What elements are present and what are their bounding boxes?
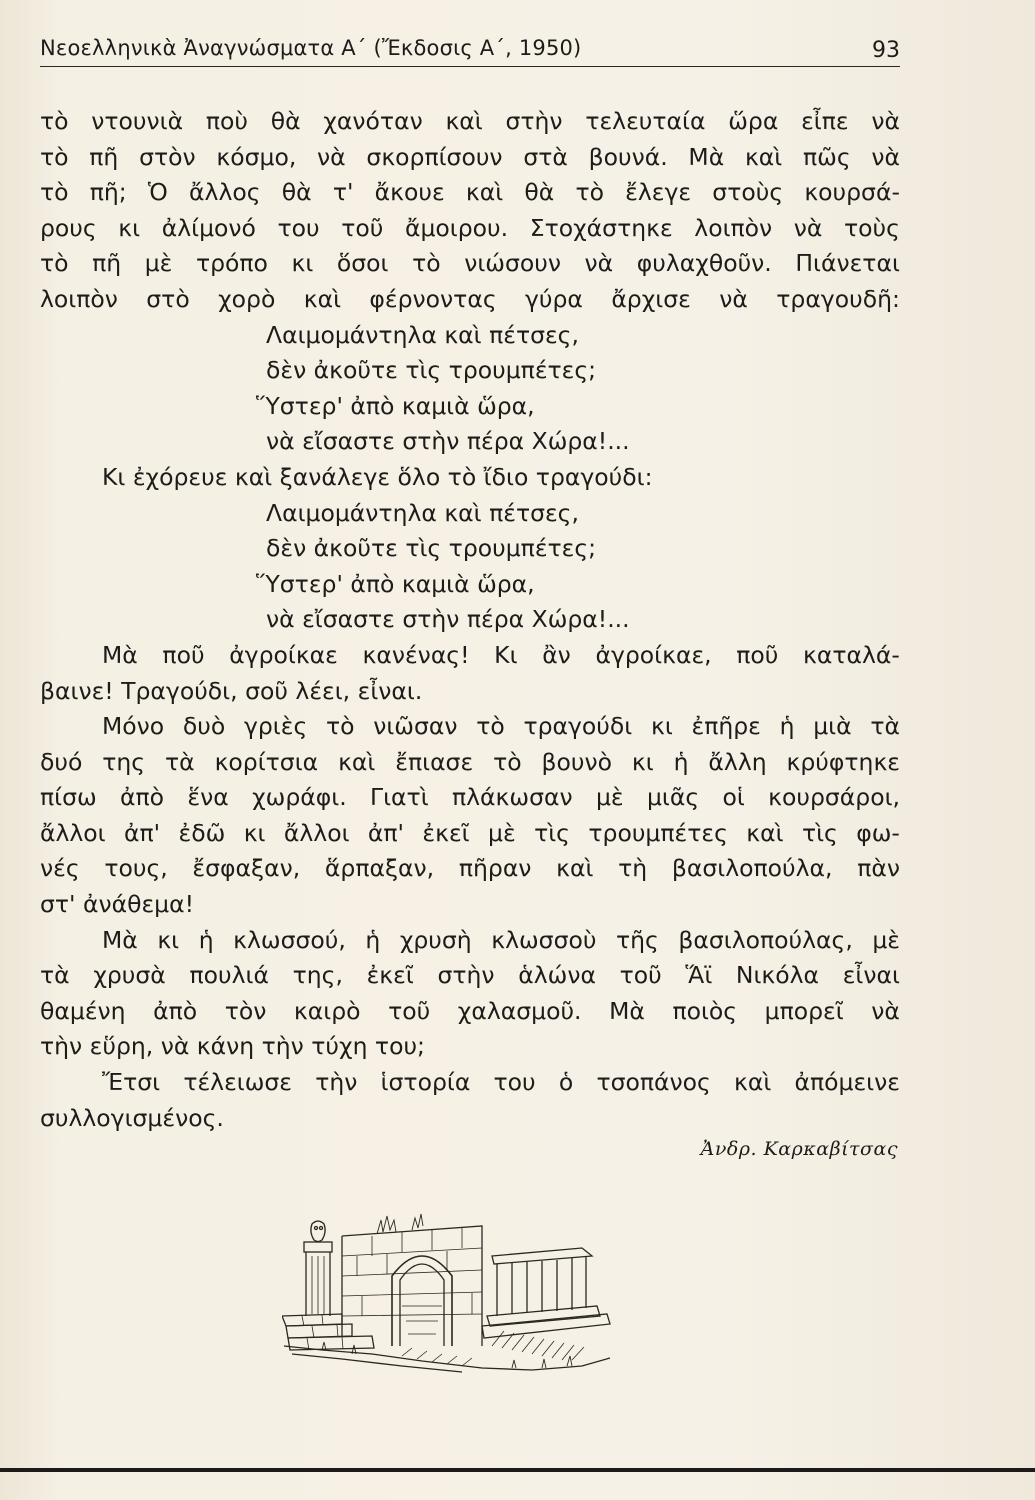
word: νές [40,854,80,883]
word: τὸ [40,107,69,135]
ruins-vignette-illustration [282,1196,612,1374]
word: ἔπιασε [395,747,474,776]
paragraph-line [40,709,900,745]
word: ἐδῶ [178,818,226,847]
word: δυὸ [182,712,226,741]
word: στὴν [505,107,563,135]
word: τῆς [616,925,659,954]
paragraph-line [40,851,900,887]
word: καὶ [744,142,783,171]
word: δυό [40,747,83,776]
word: πῆ [92,249,122,278]
paragraph-line: βαινε! Τραγούδι, σοῦ λέει, εἶναι. [40,676,423,705]
word: ἐπῆρε [691,712,761,741]
word: τὸ [40,178,69,207]
word: ἄλλος [189,178,261,207]
word: ἡ [673,747,689,776]
word: Μὰ [102,925,138,954]
word: κλωσσού, [233,925,346,954]
word: πὰν [857,854,900,883]
verse-line: νὰ εἴσαστε στὴν πέρα Χώρα!... [266,605,630,634]
word: μὲ [488,818,516,847]
word: τοῦ [341,213,384,242]
text-line [40,246,900,282]
word: ἀπὸ [153,996,198,1025]
paragraph-line: τὴν εὕρη, νὰ κάνη τὴν τύχη του; [40,1032,425,1061]
word: τὸ [476,712,505,741]
word: Κι [494,640,518,669]
word: τ' [332,178,354,207]
word: ἡ [198,925,214,954]
word: θαμένη [40,996,126,1025]
word: Ἅϊ [685,961,713,990]
word: του [493,1068,536,1097]
word: νὰ [871,107,900,135]
word: ἱστορία [380,1068,471,1097]
word: πῆ; [89,178,127,207]
word: ἔλεγε [625,178,692,207]
word: κι [650,712,673,741]
word: Μὰ [609,996,645,1025]
running-header [40,34,900,67]
book-title: Νεοελληνικὰ Ἀναγνώσματα Α΄ (Ἔκδοσις Α΄, 1950) [40,36,582,60]
word: κουρσά- [804,178,900,207]
word: ἀγροίκαε, [595,640,712,669]
text-line [40,175,900,211]
word: πῶς [803,142,851,171]
word: τὰ [165,747,195,776]
word: γριὲς [243,712,308,741]
word: μιᾶς [646,783,700,812]
word: κουρσάροι, [768,783,900,812]
word: πῆραν [458,854,532,883]
word: κι [631,747,654,776]
paragraph-line: στ' ἀνάθεμα! [40,890,195,919]
verse-line: νὰ εἴσαστε στὴν πέρα Χώρα!... [266,427,630,456]
word: της [102,747,146,776]
word: θὰ [281,178,312,207]
word: μὲ [595,783,624,812]
word: καιρὸ [293,996,361,1025]
verse-line: Ὕστερ' ἀπὸ καμιὰ ὥρα, [256,569,535,598]
word: ὥρα [728,107,779,135]
word: τὶς [534,818,570,847]
word: κι [118,213,141,242]
word: τσοπάνος [596,1068,711,1097]
word: βασιλοπούλα, [671,854,833,883]
word: χωράφι. [252,783,347,812]
paragraph-line [40,958,900,994]
word: νὰ [871,142,900,171]
word: τὸ [575,178,604,207]
word: κανένας! [362,640,470,669]
word: καὶ [338,747,376,776]
word: νιῶσαν [373,712,458,741]
verse-line: δὲν ἀκοῦτε τὶς τρουμπέτες; [266,534,597,563]
bottom-rule [0,1468,1035,1472]
word: κορίτσια [214,747,319,776]
paragraph-line [40,923,900,959]
word: ἀλίμονό [161,213,256,242]
word: ἀπ' [367,818,405,847]
word: τελευταία [585,107,706,135]
paragraph-line [40,816,900,852]
word: Ἔτσι [102,1068,161,1097]
word: κρύφτηκε [786,747,900,776]
word: ἅρπαξαν, [324,854,435,883]
word: τὸ [412,249,441,278]
word: ἀπ' [124,818,161,847]
paragraph-line [40,994,900,1030]
word: κι [291,249,314,278]
refrain-intro: Κι ἐχόρευε καὶ ξανάλεγε ὅλο τὸ ἴδιο τραγούδι: [102,462,653,491]
word: χαλασμοῦ. [457,996,582,1025]
word: κι [157,925,180,954]
word: ἂν [542,640,571,669]
word: χρυσὴ [399,925,472,954]
word: βασιλοπούλας, [678,925,853,954]
verse-line: δὲν ἀκοῦτε τὶς τρουμπέτες; [266,356,597,385]
paragraph-line [40,780,900,816]
word: βουνά. [588,142,668,171]
page-number: 93 [872,38,900,63]
text-line [40,211,900,247]
word: νὰ [871,996,900,1025]
word: ἀπόμεινε [794,1068,900,1097]
word: της, [292,961,343,990]
word: θὰ [270,107,301,135]
word: πίσω [40,783,97,812]
word: σκορπίσουν [366,142,503,171]
paragraph-line: συλλογισμένος. [40,1103,224,1132]
word: ντουνιὰ [91,107,184,135]
word: νὰ [317,142,346,171]
word: εἶναι [842,961,900,990]
word: τὸ [40,142,69,171]
word: καὶ [445,107,483,135]
word: ἄκουε [374,178,445,207]
text-line [40,282,900,318]
word: στὸν [139,142,196,171]
word: Ὁ [147,178,168,207]
word: τραγούδι [523,712,633,741]
word: καὶ [556,854,594,883]
word: νὰ [584,249,614,278]
word: στὴν [437,961,495,990]
word: λοιπὸν [40,284,118,313]
word: κι [243,818,266,847]
word: τοὺς [844,213,900,242]
word: χανόταν [323,107,423,135]
verse-line: Λαιμομάντηλα καὶ πέτσες, [266,320,579,349]
word: τὰ [870,712,900,741]
word: ὁ [558,1068,574,1097]
word: πουλιά [189,961,269,990]
word: ρους [40,213,97,242]
word: τὸ [40,249,69,278]
word: μὲ [872,925,900,954]
word: ἡ [779,712,795,741]
word: φέρνοντας [369,284,497,313]
word: Μὰ [688,142,725,171]
word: οἱ [722,783,745,812]
word: καὶ [734,1068,772,1097]
word: τὶς [801,818,838,847]
verse-line: Λαιμομάντηλα καὶ πέτσες, [266,498,579,527]
word: ἐκεῖ [422,818,470,847]
word: Γιατὶ [370,783,429,812]
word: ἄμοιρου. [404,213,509,242]
word: μιὰ [813,712,852,741]
word: τὰ [40,961,70,990]
word: τὸν [224,996,267,1025]
word: τρόπο [195,249,268,278]
paragraph-line [40,1065,900,1101]
word: ὅσοι [336,249,389,278]
verse-line: Ὕστερ' ἀπὸ καμιὰ ὥρα, [256,391,535,420]
word: στὸ [146,284,190,313]
word: ἁλώνα [518,961,596,990]
word: γύρα [525,284,583,313]
word: καὶ [465,178,504,207]
word: τρουμπέτες [588,818,728,847]
word: στοὺς [712,178,784,207]
word: τέλειωσε [183,1068,292,1097]
word: ἕνα [187,783,229,812]
word: κλωσσοὺ [491,925,597,954]
word: ἄρχισε [611,284,691,313]
word: ποῦ [162,640,205,669]
text-line [40,104,900,140]
word: ποῦ [736,640,779,669]
word: εἶπε [801,107,849,135]
word: βουνὸ [541,747,612,776]
word: Στοχάστηκε [529,213,673,242]
word: τὴν [315,1068,358,1097]
word: φω- [856,818,900,847]
word: στὰ [523,142,568,171]
word: νὰ [793,213,823,242]
word: μὲ [144,249,173,278]
word: ἔσφαξαν, [192,854,301,883]
word: θὰ [524,178,555,207]
word: πῆ [89,142,119,171]
word: Νικόλα [735,961,820,990]
author-signature: Ἀνδρ. Καρκαβίτσας [700,1138,898,1160]
word: πλάκωσαν [452,783,573,812]
word: ἀπὸ [120,783,165,812]
word: ἐκεῖ [366,961,414,990]
word: μπορεῖ [764,996,844,1025]
word: χρυσὰ [93,961,166,990]
word: τραγουδῆ: [776,284,900,313]
word: τοῦ [619,961,662,990]
word: τοῦ [388,996,431,1025]
paragraph-line [40,638,900,674]
word: νιώσουν [464,249,561,278]
word: καταλά- [803,640,900,669]
word: τὸ [325,712,355,741]
word: ποιὸς [672,996,738,1025]
word: φυλαχθοῦν. [636,249,772,278]
word: ἄλλοι [283,818,350,847]
word: ἄλλη [708,747,767,776]
word: ποὺ [205,107,248,135]
word: λοιπὸν [694,213,773,242]
word: καὶ [303,284,342,313]
word: νὰ [719,284,748,313]
word: ἡ [365,925,381,954]
word: τους, [104,854,168,883]
word: του [277,213,320,242]
text-line [40,140,900,176]
word: ἄλλοι [40,818,106,847]
word: τὸ [493,747,522,776]
story-text [40,104,900,1136]
word: Μὰ [102,640,138,669]
word: καὶ [746,818,784,847]
word: τὴ [618,854,648,883]
word: κόσμο, [216,142,297,171]
word: Μόνο [102,712,165,741]
word: ἀγροίκαε [229,640,338,669]
word: χορὸ [218,284,276,313]
paragraph-line [40,745,900,781]
word: Πιάνεται [795,249,900,278]
